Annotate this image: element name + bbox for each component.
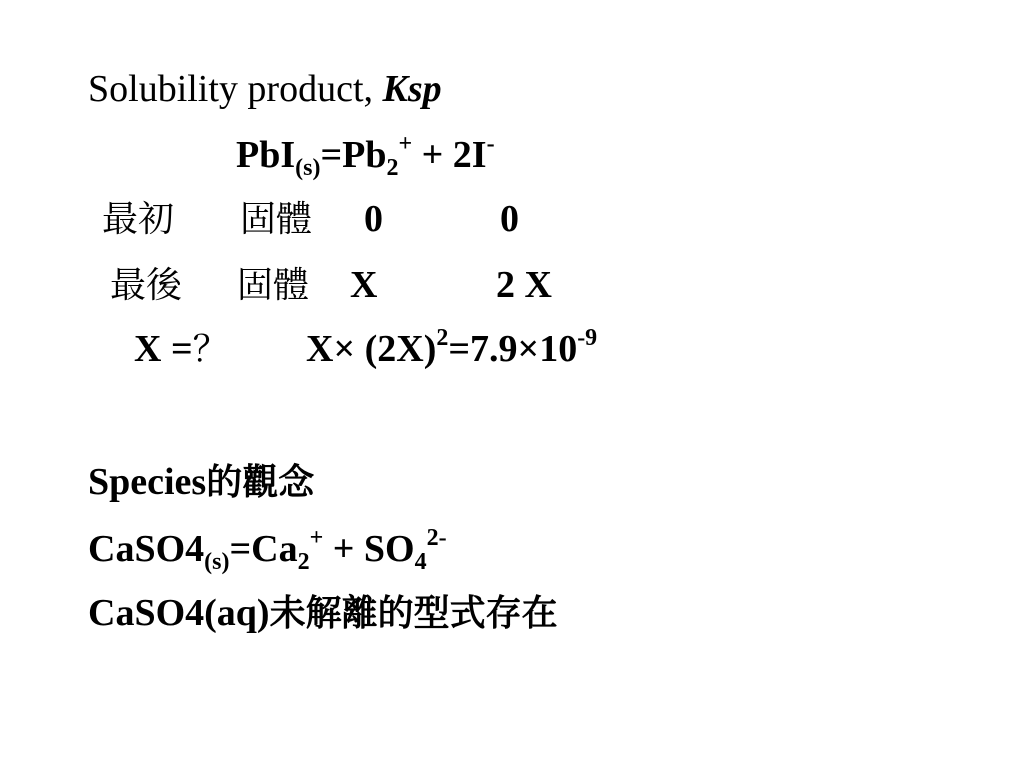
- final-val1-text: X: [350, 264, 378, 306]
- initial-val1-text: 0: [364, 198, 383, 240]
- final-val1: [350, 262, 377, 308]
- caso4-aq-rest: 未解離的型式存在: [269, 593, 558, 634]
- product1-sub: 2: [386, 155, 399, 181]
- solve-question: [134, 326, 229, 373]
- final-solid-label: 固體: [237, 265, 310, 306]
- title-prefix: Solubility product,: [88, 68, 383, 110]
- solve-expr4: 10: [539, 328, 578, 370]
- caso4-formula: CaSO4: [88, 528, 205, 570]
- solve-expr3: =7.9: [448, 328, 518, 370]
- final-label: 最後: [110, 265, 183, 306]
- solve-times1: ×: [333, 328, 356, 370]
- caso4-state: (s): [204, 549, 230, 575]
- solve-question-text: X =: [134, 328, 193, 370]
- caso4-eq: =Ca: [229, 528, 298, 570]
- solve-expr2: (2X): [355, 328, 437, 370]
- reaction-line: [236, 131, 495, 181]
- ca-sub: 2: [297, 549, 310, 575]
- caso4-eq-line: [88, 525, 447, 575]
- title-ksp: Ksp: [382, 68, 442, 110]
- caso4-aq-line: [88, 590, 558, 637]
- solve-expr1: X: [306, 328, 334, 370]
- initial-val2: [500, 196, 519, 242]
- initial-label: 最初: [102, 199, 175, 240]
- final-solid: [237, 262, 309, 309]
- initial-solid-label: 固體: [240, 199, 313, 240]
- species-word: Species: [88, 461, 207, 503]
- reactant: PbI: [236, 134, 296, 176]
- title-line: [88, 66, 442, 112]
- reaction-plus: + 2I: [412, 134, 487, 176]
- reactant-state: (s): [295, 155, 321, 181]
- so-sub: 4: [414, 549, 427, 575]
- so-sup: 2-: [426, 525, 447, 551]
- solve-exp-neg9: -9: [577, 325, 598, 351]
- caso4-plus: + SO: [323, 528, 415, 570]
- species-rest: 的觀念: [206, 462, 315, 503]
- initial-val1: [364, 196, 383, 242]
- caso4-aq-formula: CaSO4(aq): [88, 592, 270, 634]
- product2-sup: -: [486, 131, 495, 157]
- solve-expression: [306, 326, 597, 372]
- solve-exp2: 2: [436, 325, 449, 351]
- final-val2: [496, 262, 552, 308]
- reaction-eq: =Pb: [320, 134, 387, 176]
- species-line: [88, 459, 314, 506]
- final-val2-text: 2 X: [496, 264, 552, 306]
- initial-solid: [240, 196, 312, 243]
- solve-question-mark: ？: [192, 329, 229, 370]
- product1-sup: +: [398, 131, 413, 157]
- initial-row: [102, 196, 174, 243]
- ca-sup: +: [309, 525, 324, 551]
- initial-val2-text: 0: [500, 198, 519, 240]
- solve-times2: ×: [517, 328, 540, 370]
- final-row: [110, 262, 182, 309]
